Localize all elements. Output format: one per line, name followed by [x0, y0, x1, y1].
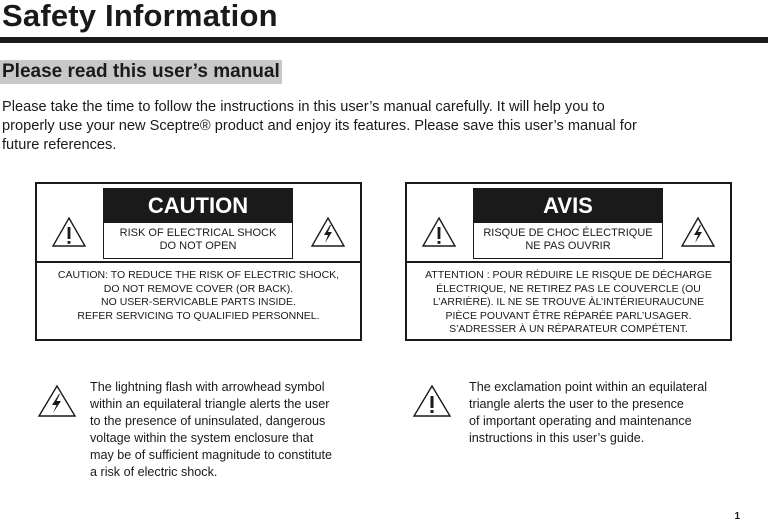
caution-heading: CAUTION [104, 189, 292, 223]
page-title: Safety Information [2, 0, 278, 33]
avis-body-line: ÉLECTRIQUE, NE RETIREZ PAS LE COUVERCLE (OU [436, 282, 701, 295]
exclamation-triangle-icon [51, 216, 87, 248]
avis-subtext [474, 223, 662, 253]
lightning-explanation-line: The lightning flash with arrowhead symbol [90, 380, 325, 394]
lightning-explanation-line: to the presence of uninsulated, dangerous [90, 414, 326, 428]
avis-body [407, 263, 730, 337]
exclamation-explanation-line: triangle alerts the user to the presence [469, 397, 684, 411]
exclamation-explanation-line: instructions in this user’s guide. [469, 431, 645, 445]
intro-line: future references. [2, 137, 117, 153]
caution-body-line: REFER SERVICING TO QUALIFIED PERSONNEL. [77, 309, 320, 322]
caution-label [35, 182, 362, 341]
caution-banner [103, 188, 293, 259]
caution-body-line: NO USER-SERVICABLE PARTS INSIDE. [101, 296, 296, 309]
caution-sub-line: RISK OF ELECTRICAL SHOCK [119, 227, 277, 239]
avis-sub-line: NE PAS OUVRIR [525, 240, 611, 252]
lightning-explanation-line: a risk of electric shock. [90, 465, 218, 479]
exclamation-explanation [469, 379, 707, 447]
lightning-explanation-line: voltage within the system enclosure that [90, 431, 314, 445]
exclamation-explanation-line: The exclamation point within an equilateral [469, 380, 708, 394]
avis-body-line: ATTENTION : POUR RÉDUIRE LE RISQUE DE DÉCHARGE [425, 269, 712, 281]
lightning-triangle-icon [680, 216, 716, 248]
lightning-explanation-line: may be of sufficient magnitude to constitute [90, 448, 332, 462]
avis-sub-line: RISQUE DE CHOC ÉLECTRIQUE [483, 227, 653, 239]
page-number: 1 [734, 511, 740, 522]
avis-body-line: L’ARRIÈRE). IL NE SE TROUVE ÀL’INTÉRIEURAUCUNE [432, 296, 705, 309]
avis-label [405, 182, 732, 341]
lightning-triangle-icon [310, 216, 346, 248]
lightning-explanation-line: within an equilateral triangle alerts the user [90, 397, 330, 411]
avis-body-line: S’ADRESSER À UN RÉPARATEUR COMPÉTENT. [449, 323, 688, 336]
caution-body-line: CAUTION: TO REDUCE THE RISK OF ELECTRIC SHOCK, [57, 269, 340, 281]
intro-line: Please take the time to follow the instructions in this user’s manual carefully. It will help you to [2, 99, 605, 115]
avis-heading: AVIS [474, 189, 662, 223]
caution-body [37, 263, 360, 323]
lightning-triangle-icon [37, 384, 77, 418]
avis-label-header [407, 184, 730, 263]
caution-label-header [37, 184, 360, 263]
intro-line: properly use your new Sceptre® product and enjoy its features. Please save this user’s manual for [2, 118, 637, 134]
title-rule [0, 37, 768, 43]
exclamation-explanation-line: of important operating and maintenance [469, 414, 692, 428]
avis-banner [473, 188, 663, 259]
caution-subtext [104, 223, 292, 253]
caution-sub-line: DO NOT OPEN [159, 240, 237, 252]
exclamation-triangle-icon [421, 216, 457, 248]
caution-body-line: DO NOT REMOVE COVER (OR BACK). [103, 282, 294, 295]
section-heading: Please read this user’s manual [2, 61, 280, 82]
exclamation-triangle-icon [412, 384, 452, 418]
lightning-explanation [90, 379, 332, 481]
avis-body-line: PIÈCE POUVANT ÊTRE RÉPARÉE PARL’USAGER. [445, 309, 692, 322]
intro-paragraph [2, 98, 722, 155]
